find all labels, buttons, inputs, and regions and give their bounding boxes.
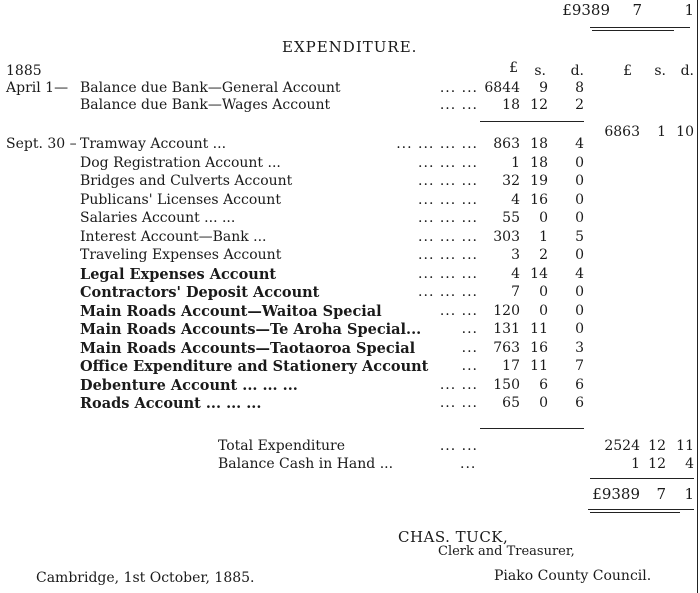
grand-total-shillings: 7: [656, 485, 666, 503]
bank-row-pounds: 18: [502, 97, 520, 113]
grand-total-rule-2: [590, 512, 680, 513]
balance-cash-pounds: 1: [631, 456, 640, 472]
sept-row-shillings: 16: [530, 340, 548, 356]
sept-row-label: Publicans' Licenses Account: [80, 192, 281, 208]
grand-total-rule-top: [590, 478, 694, 479]
sept-row-pence: 4: [575, 266, 584, 282]
margin-line: [697, 0, 698, 593]
sept-row-dots: ...: [461, 340, 478, 356]
balance-cash-shillings: 12: [648, 456, 666, 472]
sept-row-shillings: 1: [539, 229, 548, 245]
sept-row-dots: ... ... ...: [418, 284, 478, 300]
bank-total-pounds: 6863: [604, 124, 640, 140]
bank-row-label: Balance due Bank—General Account: [80, 80, 341, 96]
sept-row-shillings: 0: [539, 395, 548, 411]
sept-row-pounds: 4: [511, 192, 520, 208]
sept-row-pounds: 7: [511, 284, 520, 300]
sept-row-pounds: 150: [493, 377, 520, 393]
total-expenditure-pounds: 2524: [604, 438, 640, 454]
sept-row-dots: ... ... ...: [418, 155, 478, 171]
april-date: April 1—: [6, 80, 69, 96]
section-title: EXPENDITURE.: [282, 38, 418, 56]
sept-row-pounds: 120: [493, 303, 520, 319]
sept-row-shillings: 6: [539, 377, 548, 393]
sept-row-dots: ... ...: [439, 377, 478, 393]
sept-row-label: Office Expenditure and Stationery Account: [80, 358, 429, 375]
sept-row-dots: ... ... ...: [418, 173, 478, 189]
sept-row-dots: ... ... ...: [418, 266, 478, 282]
sept-row-label: Dog Registration Account ...: [80, 155, 281, 171]
sept-row-dots: ... ... ...: [418, 229, 478, 245]
sept-row-label: Legal Expenses Account: [80, 266, 277, 283]
bank-row-pounds: 6844: [484, 80, 520, 96]
header-shillings: s.: [534, 63, 546, 79]
place-date: Cambridge, 1st October, 1885.: [36, 570, 255, 586]
signatory-name: CHAS. TUCK,: [398, 528, 509, 546]
sept-row-dots: ... ...: [439, 395, 478, 411]
bank-row-shillings: 9: [539, 80, 548, 96]
sept-row-pounds: 303: [493, 229, 520, 245]
signatory-role: Clerk and Treasurer,: [438, 544, 575, 559]
sept-row-pounds: 863: [493, 136, 520, 152]
sept-row-label: Main Roads Accounts—Taotaoroa Special: [80, 340, 416, 357]
sept-row-pounds: 55: [502, 210, 520, 226]
header-pounds: £: [509, 60, 518, 76]
total-expenditure-shillings: 12: [648, 438, 666, 454]
sept-row-pounds: 4: [511, 266, 520, 282]
sept-row-shillings: 14: [530, 266, 548, 282]
bank-row-shillings: 12: [530, 97, 548, 113]
sept-row-pence: 0: [575, 303, 584, 319]
sept-row-shillings: 19: [530, 173, 548, 189]
sept-row-pence: 0: [575, 155, 584, 171]
sept-row-pence: 6: [575, 395, 584, 411]
sept-row-shillings: 0: [539, 210, 548, 226]
bank-subtotal-rule: [480, 121, 584, 122]
sept-row-pounds: 3: [511, 247, 520, 263]
total-expenditure-label: Total Expenditure: [218, 438, 346, 454]
sept-row-pence: 3: [575, 340, 584, 356]
sept-row-pence: 0: [575, 173, 584, 189]
sept-rows-rule: [480, 428, 584, 429]
sept-row-shillings: 11: [530, 321, 548, 337]
sept-row-pence: 0: [575, 321, 584, 337]
sept-row-pence: 0: [575, 247, 584, 263]
sept-row-pounds: 32: [502, 173, 520, 189]
sept-row-dots: ... ... ... ...: [396, 136, 478, 152]
sept-row-shillings: 18: [530, 155, 548, 171]
header-pounds-2: £: [623, 63, 632, 79]
grand-total-pence: 1: [684, 485, 694, 503]
sept-row-pence: 5: [575, 229, 584, 245]
top-total-shillings: 7: [632, 1, 642, 19]
sept-row-pence: 0: [575, 192, 584, 208]
signatory-org: Piako County Council.: [494, 568, 652, 584]
sept-row-pence: 4: [575, 136, 584, 152]
sept-row-dots: ... ... ...: [418, 192, 478, 208]
sept-row-shillings: 11: [530, 358, 548, 374]
bank-row-dots: ... ...: [439, 80, 478, 96]
balance-cash-pence: 4: [685, 456, 694, 472]
top-total-rule-2: [592, 30, 674, 31]
header-pence: d.: [570, 63, 584, 79]
grand-total-rule-1: [588, 509, 694, 510]
sept-row-dots: ... ...: [439, 303, 478, 319]
sept-row-label: Contractors' Deposit Account: [80, 284, 320, 301]
grand-total-pounds: £9389: [592, 485, 640, 503]
sept-row-shillings: 0: [539, 303, 548, 319]
sept-row-shillings: 16: [530, 192, 548, 208]
bank-row-pence: 8: [575, 80, 584, 96]
total-expenditure-pence: 11: [676, 438, 694, 454]
header-shillings-2: s.: [654, 63, 666, 79]
top-total-rule-1: [590, 27, 690, 28]
sept-row-label: Debenture Account ... ... ...: [80, 377, 298, 394]
sept-row-label: Roads Account ... ... ...: [80, 395, 262, 412]
sept-row-shillings: 18: [530, 136, 548, 152]
sept-row-pence: 7: [575, 358, 584, 374]
bank-total-pence: 10: [676, 124, 694, 140]
sept-row-pence: 6: [575, 377, 584, 393]
year-label: 1885: [6, 63, 42, 79]
sept-row-pounds: 17: [502, 358, 520, 374]
bank-row-dots: ... ...: [439, 97, 478, 113]
sept-row-pence: 0: [575, 210, 584, 226]
sept-row-label: Main Roads Account—Waitoa Special: [80, 303, 382, 320]
sept-date: Sept. 30 –: [6, 136, 77, 152]
sept-row-pounds: 1: [511, 155, 520, 171]
sept-row-shillings: 2: [539, 247, 548, 263]
sept-row-dots: ... ... ...: [418, 247, 478, 263]
sept-row-shillings: 0: [539, 284, 548, 300]
sept-row-label: Salaries Account ... ...: [80, 210, 236, 226]
sept-row-dots: ...: [461, 358, 478, 374]
sept-row-label: Bridges and Culverts Account: [80, 173, 293, 189]
sept-row-dots: ... ... ...: [418, 210, 478, 226]
sept-row-dots: ...: [461, 321, 478, 337]
balance-cash-label: Balance Cash in Hand ...: [218, 456, 394, 472]
sept-row-label: Main Roads Accounts—Te Aroha Special...: [80, 321, 422, 338]
bank-total-shillings: 1: [657, 124, 666, 140]
balance-cash-dots: ...: [460, 456, 477, 472]
sept-row-pounds: 65: [502, 395, 520, 411]
header-pence-2: d.: [680, 63, 694, 79]
sept-row-pence: 0: [575, 284, 584, 300]
sept-row-pounds: 131: [493, 321, 520, 337]
bank-row-pence: 2: [575, 97, 584, 113]
top-total-pounds: £9389: [562, 1, 610, 19]
sept-row-label: Traveling Expenses Account: [80, 247, 282, 263]
bank-row-label: Balance due Bank—Wages Account: [80, 97, 331, 113]
total-expenditure-dots: ... ...: [439, 438, 478, 454]
top-total-pence: 1: [684, 1, 694, 19]
sept-row-label: Interest Account—Bank ...: [80, 229, 267, 245]
sept-row-pounds: 763: [493, 340, 520, 356]
sept-row-label: Tramway Account ...: [80, 136, 227, 152]
